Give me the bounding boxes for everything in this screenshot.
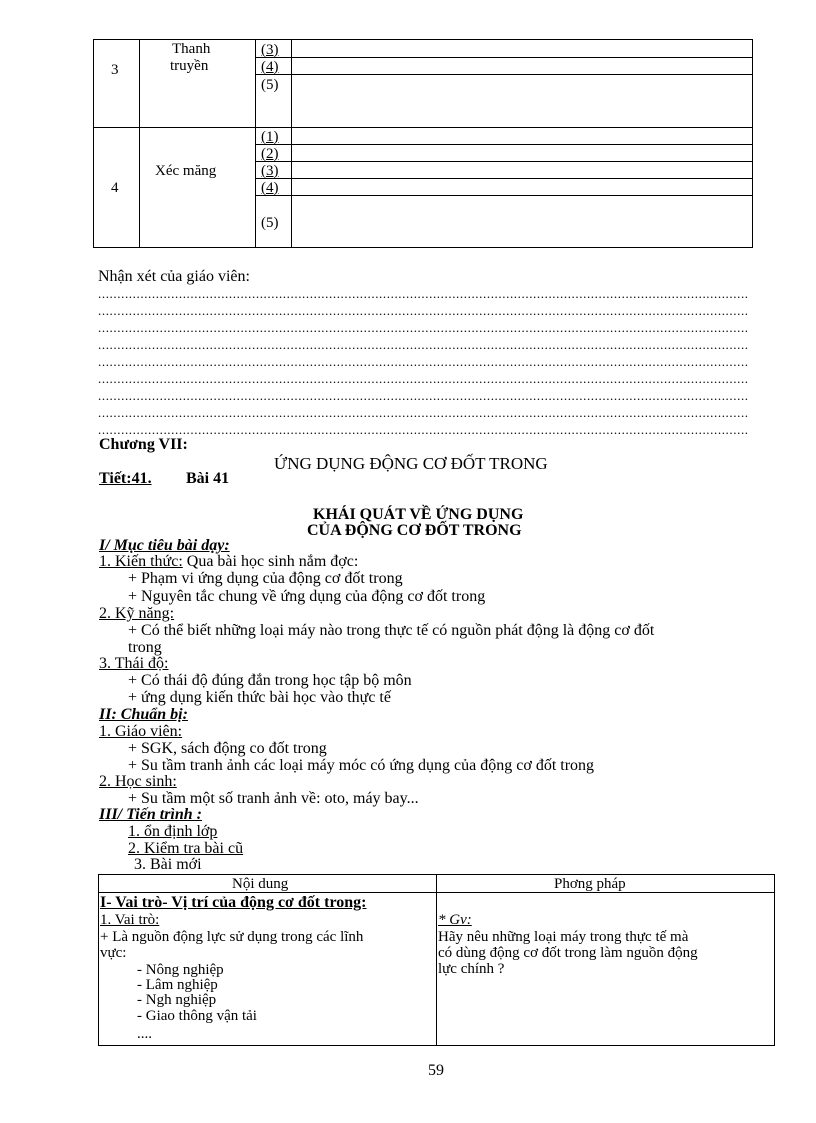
objective-knowledge <box>99 554 358 570</box>
part-name: Xéc măng <box>155 163 217 179</box>
table-divider <box>255 178 752 179</box>
method-line: Hãy nêu những loại máy trong thực tế mà <box>438 929 689 945</box>
comment-label: Nhận xét của giáo viên: <box>98 268 250 285</box>
list-item: .... <box>137 1026 152 1042</box>
objective-item: + ứng dụng kiến thức bài học vào thực tế <box>128 689 391 706</box>
process-step: 2. Kiểm tra bài cũ <box>128 840 244 857</box>
comment-line: ......................................................................................................................................................................... <box>98 389 749 402</box>
objective-item: + Có thái độ đúng đắn trong học tập bộ môn <box>128 672 412 689</box>
comment-line: ......................................................................................................................................................................... <box>98 287 749 300</box>
item-label: (2) <box>261 146 279 162</box>
lesson-number: Bài 41 <box>186 470 230 487</box>
table-divider <box>139 40 140 247</box>
table-divider <box>255 74 752 75</box>
table-divider <box>436 875 437 1045</box>
table-divider <box>94 127 752 128</box>
knowledge-text: Qua bài học sinh nắm đợc: <box>182 553 359 570</box>
lesson-title: KHÁI QUÁT VỀ ỨNG DỤNG <box>313 506 524 523</box>
table-divider <box>255 161 752 162</box>
subheading: 2. Học sinh: <box>99 773 177 790</box>
lesson-label: Tiết:41. <box>99 470 152 487</box>
column-header: Phơng pháp <box>554 876 626 892</box>
subheading: 1. Giáo viên: <box>99 723 183 740</box>
chapter-label: Chương VII: <box>99 436 188 453</box>
list-item: - Lâm nghiệp <box>137 977 218 993</box>
table-divider <box>255 57 752 58</box>
chapter-title: ỨNG DỤNG ĐỘNG CƠ ĐỐT TRONG <box>274 454 548 473</box>
item-label: (5) <box>261 215 279 231</box>
comment-line: ......................................................................................................................................................................... <box>98 355 749 368</box>
process-step: 3. Bài mới <box>134 856 202 873</box>
prep-item: + Su tầm tranh ảnh các loại máy móc có ứng dụng của động cơ đốt trong <box>128 757 595 774</box>
item-label: (5) <box>261 77 279 93</box>
prep-item: + Su tầm một số tranh ảnh về: oto, máy bay... <box>128 790 419 807</box>
subheading: 3. Thái độ: <box>99 655 169 672</box>
subheading: 1. Vai trò: <box>100 912 160 928</box>
item-label: (4) <box>261 59 279 75</box>
objective-item: + Có thể biết những loại máy nào trong thực tế có nguồn phát động là động cơ đốt <box>128 622 655 639</box>
part-name: Thanh <box>172 41 211 57</box>
process-step: 1. ổn định lớp <box>128 823 218 840</box>
component-table <box>93 39 753 248</box>
row-number: 4 <box>111 180 119 196</box>
content-line: + Là nguồn động lực sử dụng trong các lĩnh <box>100 929 364 945</box>
section-heading: III/ Tiến trình : <box>99 806 202 823</box>
page-number: 59 <box>428 1062 444 1079</box>
comment-line: ......................................................................................................................................................................... <box>98 321 749 334</box>
item-label: (3) <box>261 42 279 58</box>
objective-item: + Nguyên tắc chung về ứng dụng của động cơ đốt trong <box>128 588 486 605</box>
objective-item: trong <box>128 639 162 656</box>
content-line: vực: <box>100 945 127 961</box>
section-heading: I/ Mục tiêu bài dạy: <box>99 537 230 554</box>
row-number: 3 <box>111 62 119 78</box>
comment-line: ......................................................................................................................................................................... <box>98 304 749 317</box>
method-line: lực chính ? <box>438 961 505 977</box>
item-label: (3) <box>261 163 279 179</box>
section-heading: II: Chuẩn bị: <box>99 706 188 723</box>
section-title: I- Vai trò- Vị trí của động cơ đốt trong: <box>100 894 367 911</box>
comment-line: ......................................................................................................................................................................... <box>98 338 749 351</box>
teacher-label: * Gv: <box>438 912 472 928</box>
item-label: (4) <box>261 180 279 196</box>
objective-item: + Phạm vi ứng dụng của động cơ đốt trong <box>128 570 403 587</box>
table-divider <box>255 144 752 145</box>
list-item: - Ngh nghiệp <box>137 992 217 1008</box>
method-line: có dùng động cơ đốt trong làm nguồn động <box>438 945 698 961</box>
comment-line: ......................................................................................................................................................................... <box>98 372 749 385</box>
subheading: 2. Kỹ năng: <box>99 605 175 622</box>
comment-line: ......................................................................................................................................................................... <box>98 423 749 436</box>
list-item: - Giao thông vận tải <box>137 1008 257 1024</box>
table-divider <box>99 892 774 893</box>
list-item: - Nông nghiệp <box>137 962 224 978</box>
subheading: 1. Kiến thức: <box>99 553 183 570</box>
lesson-table <box>98 874 775 1046</box>
comment-line: ......................................................................................................................................................................... <box>98 406 749 419</box>
prep-item: + SGK, sách động co đốt trong <box>128 740 327 757</box>
item-label: (1) <box>261 129 279 145</box>
lesson-title: CỦA ĐỘNG CƠ ĐỐT TRONG <box>307 522 522 539</box>
part-name: truyền <box>170 58 209 74</box>
table-divider <box>255 195 752 196</box>
column-header: Nội dung <box>232 876 289 892</box>
